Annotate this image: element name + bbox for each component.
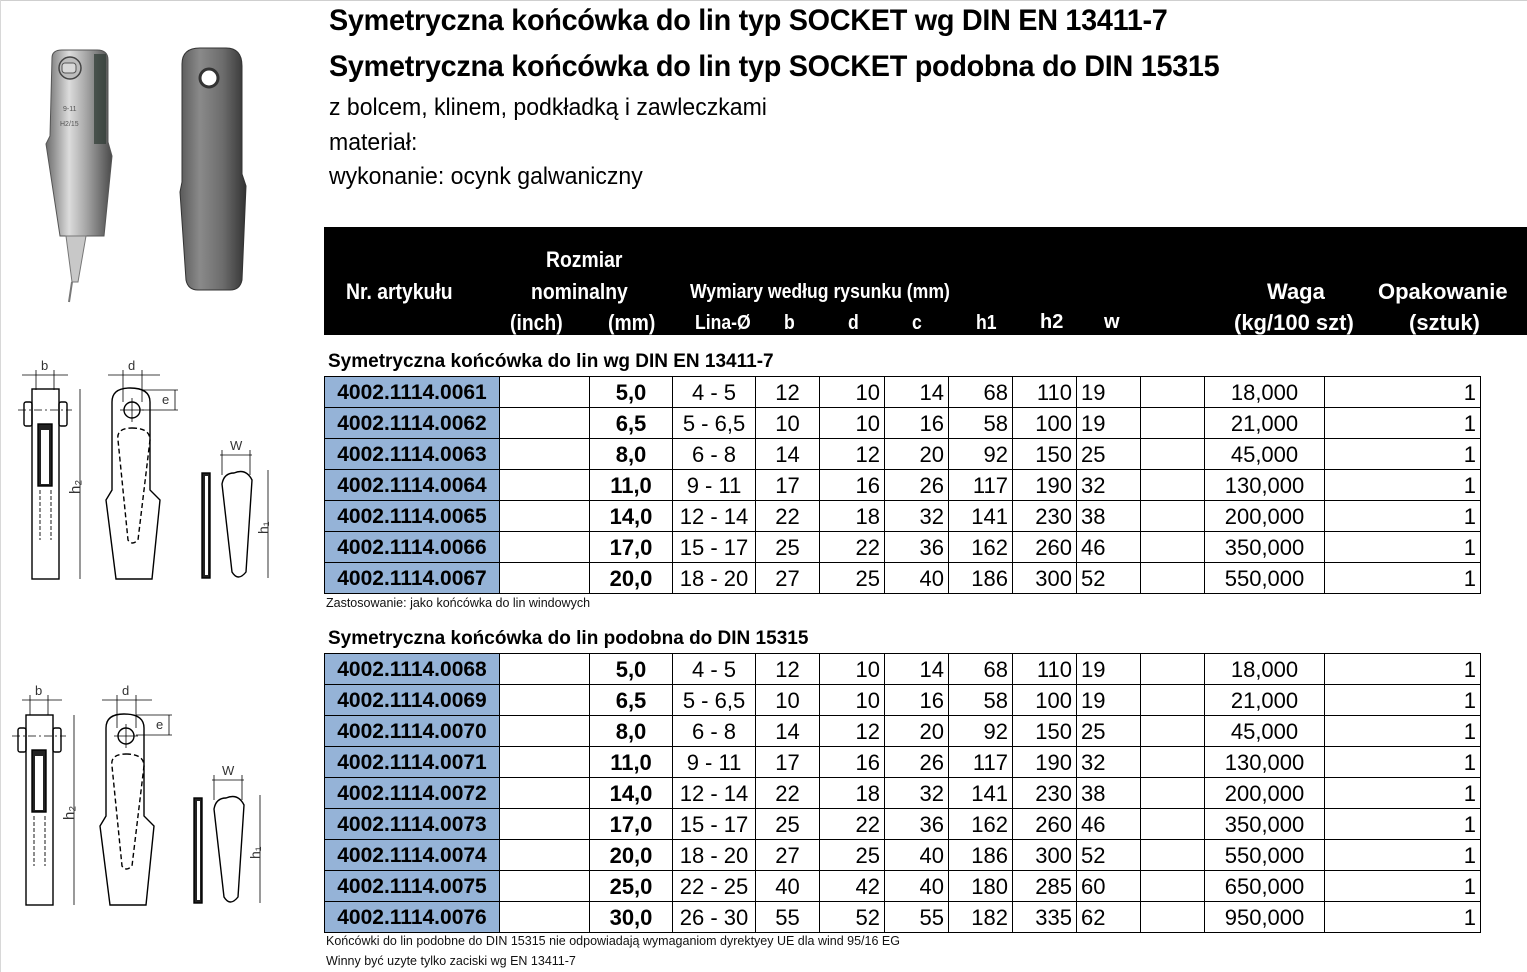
cell-article-no: 4002.1114.0064 bbox=[325, 470, 500, 501]
cell-packaging: 1 bbox=[1325, 470, 1481, 501]
table-row bbox=[325, 902, 1481, 933]
drawing-label-w: W bbox=[230, 438, 243, 453]
cell-weight: 350,000 bbox=[1205, 532, 1325, 563]
cell-size-mm: 17,0 bbox=[590, 809, 673, 840]
cell-b: 17 bbox=[756, 470, 820, 501]
description-line-contents: z bolcem, klinem, podkładką i zawleczkami bbox=[329, 94, 767, 121]
cell-b: 25 bbox=[756, 532, 820, 563]
cell-h1: 58 bbox=[949, 685, 1013, 716]
cell-d: 16 bbox=[820, 470, 885, 501]
drawing-label-h1: h₁ bbox=[255, 521, 271, 534]
cell-h2: 335 bbox=[1013, 902, 1077, 933]
cell-w: 19 bbox=[1077, 377, 1141, 408]
cell-size-mm: 20,0 bbox=[590, 840, 673, 871]
cell-c: 14 bbox=[885, 377, 949, 408]
cell-c: 32 bbox=[885, 778, 949, 809]
page-title-1: Symetryczna końcówka do lin typ SOCKET wg DIN EN 13411-7 bbox=[329, 4, 1168, 37]
cell-h1: 117 bbox=[949, 470, 1013, 501]
cell-b: 17 bbox=[756, 747, 820, 778]
cell-h1: 162 bbox=[949, 809, 1013, 840]
cell-article-no: 4002.1114.0063 bbox=[325, 439, 500, 470]
cell-b: 10 bbox=[756, 685, 820, 716]
cell-inch bbox=[500, 902, 590, 933]
cell-inch bbox=[500, 501, 590, 532]
cell-d: 22 bbox=[820, 532, 885, 563]
cell-inch bbox=[500, 532, 590, 563]
cell-h2: 110 bbox=[1013, 654, 1077, 685]
cell-b: 27 bbox=[756, 563, 820, 594]
description-line-finish: wykonanie: ocynk galwaniczny bbox=[329, 163, 643, 190]
section-note: Winny być uzyte tylko zaciski wg EN 13411-7 bbox=[326, 954, 576, 968]
product-table-din-15315 bbox=[324, 653, 1481, 933]
cell-rope-dia: 18 - 20 bbox=[673, 840, 756, 871]
cell-c: 26 bbox=[885, 470, 949, 501]
cell-h2: 230 bbox=[1013, 501, 1077, 532]
cell-b: 12 bbox=[756, 377, 820, 408]
cell-rope-dia: 12 - 14 bbox=[673, 501, 756, 532]
cell-weight: 200,000 bbox=[1205, 778, 1325, 809]
cell-w: 25 bbox=[1077, 716, 1141, 747]
cell-article-no: 4002.1114.0068 bbox=[325, 654, 500, 685]
cell-size-mm: 30,0 bbox=[590, 902, 673, 933]
col-header-d: d bbox=[848, 312, 859, 334]
cell-d: 22 bbox=[820, 809, 885, 840]
cell-packaging: 1 bbox=[1325, 654, 1481, 685]
cell-b: 22 bbox=[756, 778, 820, 809]
cell-w: 19 bbox=[1077, 654, 1141, 685]
cell-article-no: 4002.1114.0065 bbox=[325, 501, 500, 532]
cell-h2: 190 bbox=[1013, 470, 1077, 501]
cell-h1: 141 bbox=[949, 501, 1013, 532]
cell-w: 52 bbox=[1077, 840, 1141, 871]
cell-weight: 550,000 bbox=[1205, 563, 1325, 594]
cell-inch bbox=[500, 470, 590, 501]
cell-h2: 150 bbox=[1013, 439, 1077, 470]
table-row bbox=[325, 439, 1481, 470]
cell-h1: 58 bbox=[949, 408, 1013, 439]
table-row bbox=[325, 654, 1481, 685]
cell-article-no: 4002.1114.0066 bbox=[325, 532, 500, 563]
cell-h2: 260 bbox=[1013, 809, 1077, 840]
section-note: Końcówki do lin podobne do DIN 15315 nie odpowiadają wymaganiom dyrektyey UE dla wind 95/16 EG bbox=[326, 934, 900, 948]
cell-rope-dia: 26 - 30 bbox=[673, 902, 756, 933]
cell-b: 55 bbox=[756, 902, 820, 933]
section-note: Zastosowanie: jako końcówka do lin windowych bbox=[326, 596, 591, 610]
photo-marking-2: H2/15 bbox=[60, 121, 79, 128]
cell-h2: 150 bbox=[1013, 716, 1077, 747]
cell-b: 40 bbox=[756, 871, 820, 902]
cell-inch bbox=[500, 840, 590, 871]
cell-rope-dia: 6 - 8 bbox=[673, 716, 756, 747]
cell-size-mm: 14,0 bbox=[590, 501, 673, 532]
cell-c: 16 bbox=[885, 408, 949, 439]
cell-size-mm: 14,0 bbox=[590, 778, 673, 809]
cell-weight: 21,000 bbox=[1205, 685, 1325, 716]
product-table-din-en-13411-7 bbox=[324, 376, 1481, 594]
drawing-label-b: b bbox=[41, 358, 49, 373]
cell-b: 14 bbox=[756, 716, 820, 747]
cell-rope-dia: 22 - 25 bbox=[673, 871, 756, 902]
cell-d: 16 bbox=[820, 747, 885, 778]
cell-w: 19 bbox=[1077, 408, 1141, 439]
cell-empty bbox=[1141, 563, 1205, 594]
col-header-article-no: Nr. artykułu bbox=[346, 279, 453, 304]
cell-empty bbox=[1141, 778, 1205, 809]
col-header-h1: h1 bbox=[976, 312, 997, 334]
cell-weight: 950,000 bbox=[1205, 902, 1325, 933]
cell-h1: 162 bbox=[949, 532, 1013, 563]
table-header bbox=[324, 227, 1527, 335]
drawing-label-d: d bbox=[122, 683, 130, 698]
cell-article-no: 4002.1114.0076 bbox=[325, 902, 500, 933]
drawing-label-h2: h₂ bbox=[61, 805, 78, 820]
cell-article-no: 4002.1114.0073 bbox=[325, 809, 500, 840]
cell-empty bbox=[1141, 840, 1205, 871]
cell-d: 10 bbox=[820, 654, 885, 685]
cell-rope-dia: 15 - 17 bbox=[673, 532, 756, 563]
cell-rope-dia: 9 - 11 bbox=[673, 470, 756, 501]
cell-rope-dia: 4 - 5 bbox=[673, 654, 756, 685]
col-header-b: b bbox=[784, 312, 795, 334]
cell-h2: 110 bbox=[1013, 377, 1077, 408]
table-row bbox=[325, 778, 1481, 809]
cell-inch bbox=[500, 408, 590, 439]
cell-h2: 230 bbox=[1013, 778, 1077, 809]
cell-w: 38 bbox=[1077, 501, 1141, 532]
drawing-side-view bbox=[18, 370, 80, 579]
cell-empty bbox=[1141, 439, 1205, 470]
cell-size-mm: 17,0 bbox=[590, 532, 673, 563]
cell-packaging: 1 bbox=[1325, 902, 1481, 933]
cell-h1: 141 bbox=[949, 778, 1013, 809]
cell-h2: 190 bbox=[1013, 747, 1077, 778]
cell-empty bbox=[1141, 809, 1205, 840]
cell-c: 40 bbox=[885, 871, 949, 902]
cell-empty bbox=[1141, 902, 1205, 933]
technical-drawing-din-15315 bbox=[0, 660, 320, 920]
cell-weight: 18,000 bbox=[1205, 377, 1325, 408]
drawing-label-e: e bbox=[162, 392, 170, 407]
table-row bbox=[325, 408, 1481, 439]
cell-inch bbox=[500, 439, 590, 470]
cell-h1: 92 bbox=[949, 439, 1013, 470]
photo-marking-1: 9-11 bbox=[63, 106, 77, 113]
cell-packaging: 1 bbox=[1325, 532, 1481, 563]
table-row bbox=[325, 809, 1481, 840]
cell-packaging: 1 bbox=[1325, 685, 1481, 716]
drawing-label-b: b bbox=[35, 683, 43, 698]
cell-size-mm: 11,0 bbox=[590, 470, 673, 501]
cell-inch bbox=[500, 716, 590, 747]
cell-empty bbox=[1141, 532, 1205, 563]
drawing-label-h1: h₁ bbox=[247, 846, 263, 859]
top-border bbox=[0, 0, 1527, 1]
cell-rope-dia: 5 - 6,5 bbox=[673, 685, 756, 716]
cell-rope-dia: 4 - 5 bbox=[673, 377, 756, 408]
table-row bbox=[325, 716, 1481, 747]
cell-d: 52 bbox=[820, 902, 885, 933]
cell-inch bbox=[500, 654, 590, 685]
cell-weight: 130,000 bbox=[1205, 747, 1325, 778]
cell-b: 22 bbox=[756, 501, 820, 532]
cell-packaging: 1 bbox=[1325, 840, 1481, 871]
cell-d: 12 bbox=[820, 716, 885, 747]
cell-size-mm: 20,0 bbox=[590, 563, 673, 594]
cell-rope-dia: 12 - 14 bbox=[673, 778, 756, 809]
col-header-nominal-size-2: nominalny bbox=[531, 279, 628, 304]
cell-h1: 68 bbox=[949, 654, 1013, 685]
cell-article-no: 4002.1114.0069 bbox=[325, 685, 500, 716]
cell-h1: 68 bbox=[949, 377, 1013, 408]
col-header-packaging-2: (sztuk) bbox=[1409, 310, 1480, 335]
cell-article-no: 4002.1114.0074 bbox=[325, 840, 500, 871]
cell-article-no: 4002.1114.0070 bbox=[325, 716, 500, 747]
cell-packaging: 1 bbox=[1325, 778, 1481, 809]
cell-w: 38 bbox=[1077, 778, 1141, 809]
cell-weight: 650,000 bbox=[1205, 871, 1325, 902]
cell-size-mm: 11,0 bbox=[590, 747, 673, 778]
drawing-label-w: W bbox=[222, 763, 235, 778]
cell-h1: 117 bbox=[949, 747, 1013, 778]
cell-c: 20 bbox=[885, 439, 949, 470]
cell-inch bbox=[500, 809, 590, 840]
cell-packaging: 1 bbox=[1325, 501, 1481, 532]
technical-drawing-din-en-13411-7 bbox=[0, 340, 320, 600]
cell-size-mm: 5,0 bbox=[590, 654, 673, 685]
col-header-rope-dia: Lina-Ø bbox=[695, 312, 751, 334]
cell-b: 25 bbox=[756, 809, 820, 840]
col-header-weight-2: (kg/100 szt) bbox=[1234, 310, 1354, 335]
cell-w: 25 bbox=[1077, 439, 1141, 470]
cell-h2: 100 bbox=[1013, 685, 1077, 716]
drawing-label-d: d bbox=[128, 358, 136, 373]
table-row bbox=[325, 532, 1481, 563]
cell-size-mm: 25,0 bbox=[590, 871, 673, 902]
cell-article-no: 4002.1114.0062 bbox=[325, 408, 500, 439]
cell-w: 46 bbox=[1077, 532, 1141, 563]
cell-c: 36 bbox=[885, 532, 949, 563]
cell-empty bbox=[1141, 654, 1205, 685]
table-row bbox=[325, 871, 1481, 902]
cell-weight: 550,000 bbox=[1205, 840, 1325, 871]
cell-packaging: 1 bbox=[1325, 408, 1481, 439]
section-title-din-en-13411-7: Symetryczna końcówka do lin wg DIN EN 13411-7 bbox=[328, 351, 774, 372]
cell-article-no: 4002.1114.0061 bbox=[325, 377, 500, 408]
cell-d: 10 bbox=[820, 685, 885, 716]
cell-inch bbox=[500, 377, 590, 408]
cell-size-mm: 6,5 bbox=[590, 408, 673, 439]
cell-w: 60 bbox=[1077, 871, 1141, 902]
table-row bbox=[325, 685, 1481, 716]
cell-size-mm: 8,0 bbox=[590, 716, 673, 747]
cell-article-no: 4002.1114.0067 bbox=[325, 563, 500, 594]
drawing-label-h2: h₂ bbox=[67, 479, 84, 494]
cell-packaging: 1 bbox=[1325, 809, 1481, 840]
col-header-h2: h2 bbox=[1040, 311, 1064, 333]
cell-packaging: 1 bbox=[1325, 871, 1481, 902]
cell-b: 27 bbox=[756, 840, 820, 871]
product-photo-socket-body bbox=[176, 44, 248, 294]
cell-h1: 180 bbox=[949, 871, 1013, 902]
cell-d: 10 bbox=[820, 377, 885, 408]
cell-c: 40 bbox=[885, 563, 949, 594]
cell-c: 14 bbox=[885, 654, 949, 685]
cell-c: 36 bbox=[885, 809, 949, 840]
col-header-weight-1: Waga bbox=[1267, 279, 1325, 304]
cell-h2: 100 bbox=[1013, 408, 1077, 439]
cell-weight: 45,000 bbox=[1205, 439, 1325, 470]
cell-d: 12 bbox=[820, 439, 885, 470]
cell-w: 62 bbox=[1077, 902, 1141, 933]
col-header-packaging-1: Opakowanie bbox=[1378, 279, 1508, 304]
col-header-c: c bbox=[912, 312, 922, 334]
table-row bbox=[325, 563, 1481, 594]
cell-weight: 18,000 bbox=[1205, 654, 1325, 685]
cell-b: 10 bbox=[756, 408, 820, 439]
cell-weight: 45,000 bbox=[1205, 716, 1325, 747]
cell-c: 26 bbox=[885, 747, 949, 778]
cell-weight: 130,000 bbox=[1205, 470, 1325, 501]
cell-c: 20 bbox=[885, 716, 949, 747]
cell-packaging: 1 bbox=[1325, 563, 1481, 594]
cell-rope-dia: 15 - 17 bbox=[673, 809, 756, 840]
cell-article-no: 4002.1114.0071 bbox=[325, 747, 500, 778]
cell-h1: 182 bbox=[949, 902, 1013, 933]
cell-h1: 92 bbox=[949, 716, 1013, 747]
cell-packaging: 1 bbox=[1325, 716, 1481, 747]
col-header-inch: (inch) bbox=[510, 310, 563, 335]
col-header-mm: (mm) bbox=[608, 310, 656, 335]
col-header-dimensions: Wymiary według rysunku (mm) bbox=[690, 281, 950, 303]
cell-h2: 285 bbox=[1013, 871, 1077, 902]
cell-empty bbox=[1141, 470, 1205, 501]
cell-d: 25 bbox=[820, 563, 885, 594]
cell-h2: 300 bbox=[1013, 840, 1077, 871]
cell-c: 16 bbox=[885, 685, 949, 716]
cell-c: 55 bbox=[885, 902, 949, 933]
cell-b: 14 bbox=[756, 439, 820, 470]
col-header-w: w bbox=[1104, 311, 1120, 333]
cell-article-no: 4002.1114.0072 bbox=[325, 778, 500, 809]
cell-h2: 260 bbox=[1013, 532, 1077, 563]
table-row bbox=[325, 377, 1481, 408]
cell-b: 12 bbox=[756, 654, 820, 685]
cell-c: 32 bbox=[885, 501, 949, 532]
cell-rope-dia: 6 - 8 bbox=[673, 439, 756, 470]
cell-w: 46 bbox=[1077, 809, 1141, 840]
cell-size-mm: 6,5 bbox=[590, 685, 673, 716]
cell-weight: 200,000 bbox=[1205, 501, 1325, 532]
cell-h1: 186 bbox=[949, 563, 1013, 594]
cell-w: 52 bbox=[1077, 563, 1141, 594]
cell-w: 19 bbox=[1077, 685, 1141, 716]
cell-rope-dia: 18 - 20 bbox=[673, 563, 756, 594]
cell-h2: 300 bbox=[1013, 563, 1077, 594]
cell-inch bbox=[500, 778, 590, 809]
description-line-material: materiał: bbox=[329, 129, 418, 156]
cell-weight: 350,000 bbox=[1205, 809, 1325, 840]
cell-packaging: 1 bbox=[1325, 377, 1481, 408]
page-title-2: Symetryczna końcówka do lin typ SOCKET podobna do DIN 15315 bbox=[329, 50, 1220, 83]
drawing-label-e: e bbox=[156, 717, 164, 732]
cell-h1: 186 bbox=[949, 840, 1013, 871]
cell-article-no: 4002.1114.0075 bbox=[325, 871, 500, 902]
cell-packaging: 1 bbox=[1325, 747, 1481, 778]
cell-inch bbox=[500, 563, 590, 594]
cell-d: 42 bbox=[820, 871, 885, 902]
drawing-wedge bbox=[194, 775, 260, 903]
table-row bbox=[325, 747, 1481, 778]
cell-c: 40 bbox=[885, 840, 949, 871]
product-photo-assembled-socket bbox=[42, 46, 114, 304]
cell-empty bbox=[1141, 716, 1205, 747]
cell-inch bbox=[500, 685, 590, 716]
cell-size-mm: 8,0 bbox=[590, 439, 673, 470]
cell-d: 18 bbox=[820, 501, 885, 532]
cell-w: 32 bbox=[1077, 747, 1141, 778]
col-header-nominal-size-1: Rozmiar bbox=[546, 247, 623, 272]
cell-empty bbox=[1141, 871, 1205, 902]
cell-d: 18 bbox=[820, 778, 885, 809]
cell-empty bbox=[1141, 408, 1205, 439]
cell-packaging: 1 bbox=[1325, 439, 1481, 470]
cell-inch bbox=[500, 747, 590, 778]
cell-empty bbox=[1141, 377, 1205, 408]
drawing-wedge bbox=[202, 450, 268, 578]
table-row bbox=[325, 501, 1481, 532]
cell-empty bbox=[1141, 685, 1205, 716]
section-title-din-15315: Symetryczna końcówka do lin podobna do DIN 15315 bbox=[328, 628, 809, 649]
cell-rope-dia: 5 - 6,5 bbox=[673, 408, 756, 439]
table-row bbox=[325, 840, 1481, 871]
cell-w: 32 bbox=[1077, 470, 1141, 501]
cell-empty bbox=[1141, 747, 1205, 778]
cell-rope-dia: 9 - 11 bbox=[673, 747, 756, 778]
cell-empty bbox=[1141, 501, 1205, 532]
cell-inch bbox=[500, 871, 590, 902]
cell-weight: 21,000 bbox=[1205, 408, 1325, 439]
cell-size-mm: 5,0 bbox=[590, 377, 673, 408]
cell-d: 10 bbox=[820, 408, 885, 439]
table-row bbox=[325, 470, 1481, 501]
drawing-side-view bbox=[12, 695, 74, 905]
cell-d: 25 bbox=[820, 840, 885, 871]
